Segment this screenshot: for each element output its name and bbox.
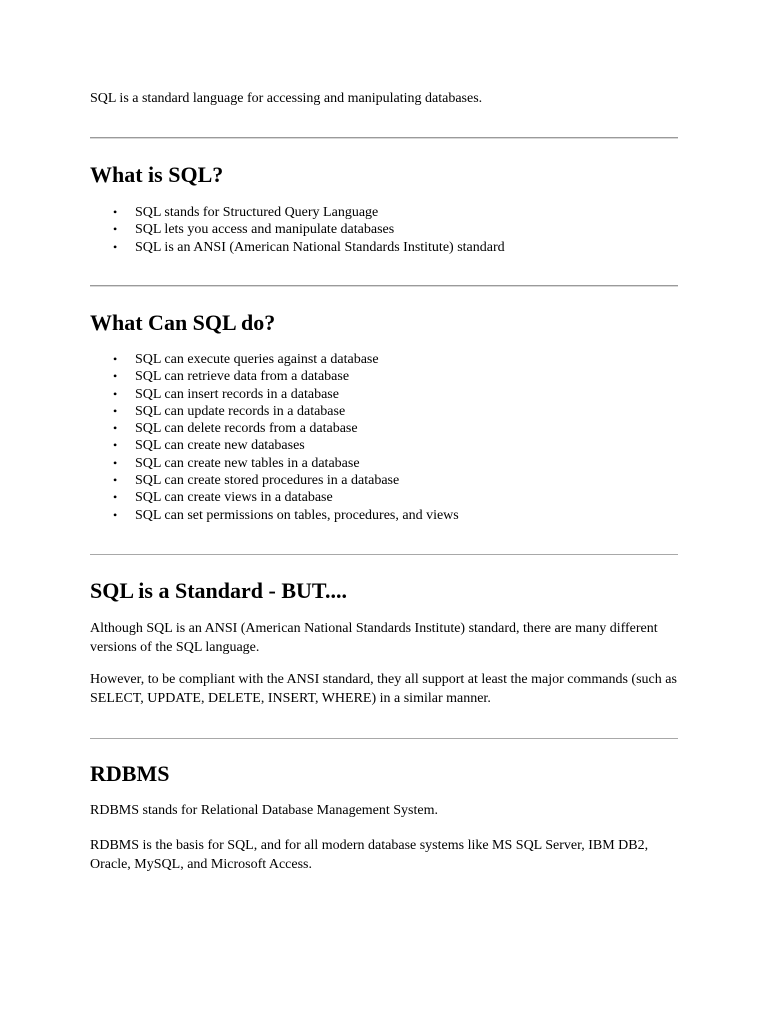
list-what-can-sql-do: [90, 351, 459, 524]
bullet-icon: •: [113, 239, 118, 254]
divider: [90, 554, 678, 555]
heading-what-is-sql: What is SQL?: [90, 162, 224, 187]
divider: [90, 738, 678, 739]
list-item: • SQL can create new tables in a database: [113, 455, 360, 471]
paragraph: However, to be compliant with the ANSI standard, they all support at least the major commands (such as SELECT, UPDATE, DELETE, INSERT, WHERE) in a similar manner.: [90, 672, 677, 706]
list-item: • SQL can create new databases: [113, 438, 305, 454]
bullet-icon: •: [113, 222, 118, 237]
bullet-icon: •: [113, 507, 118, 522]
bullet-icon: •: [113, 438, 118, 453]
paragraph: RDBMS stands for Relational Database Management System.: [90, 803, 438, 818]
bullet-icon: •: [113, 490, 118, 505]
bullet-icon: •: [113, 421, 118, 436]
list-item: • SQL can create stored procedures in a database: [113, 473, 400, 489]
heading-rdbms: RDBMS: [90, 761, 170, 786]
list-item: • SQL can delete records from a database: [113, 421, 358, 437]
heading-what-can-sql-do: What Can SQL do?: [90, 310, 276, 335]
bullet-icon: •: [113, 369, 118, 384]
list-item: • SQL lets you access and manipulate databases: [113, 222, 395, 238]
list-item: • SQL stands for Structured Query Language: [113, 205, 379, 220]
bullet-icon: •: [113, 455, 118, 470]
intro-text: SQL is a standard language for accessing and manipulating databases.: [90, 91, 483, 106]
list-item: • SQL can create views in a database: [113, 490, 333, 506]
list-what-is-sql: [90, 204, 505, 256]
bullet-icon: •: [113, 386, 118, 401]
list-item: • SQL can execute queries against a database: [113, 352, 379, 367]
paragraph: Although SQL is an ANSI (American National Standards Institute) standard, there are many different versions of the SQL language.: [90, 621, 658, 655]
list-item: • SQL can retrieve data from a database: [113, 369, 350, 385]
divider: [90, 285, 678, 287]
list-item: • SQL can set permissions on tables, procedures, and views: [113, 507, 459, 523]
heading-sql-standard: SQL is a Standard - BUT....: [90, 578, 347, 603]
list-item: • SQL can insert records in a database: [113, 386, 339, 402]
list-item: • SQL is an ANSI (American National Standards Institute) standard: [113, 239, 505, 255]
list-item: • SQL can update records in a database: [113, 403, 346, 419]
bullet-icon: •: [113, 473, 118, 488]
bullet-icon: •: [113, 205, 118, 219]
paragraph: RDBMS is the basis for SQL, and for all modern database systems like MS SQL Server, IBM DB2, Oracle, MySQL, and Microsoft Access.: [90, 838, 649, 872]
divider: [90, 137, 678, 139]
bullet-icon: •: [113, 352, 118, 366]
bullet-icon: •: [113, 403, 118, 418]
